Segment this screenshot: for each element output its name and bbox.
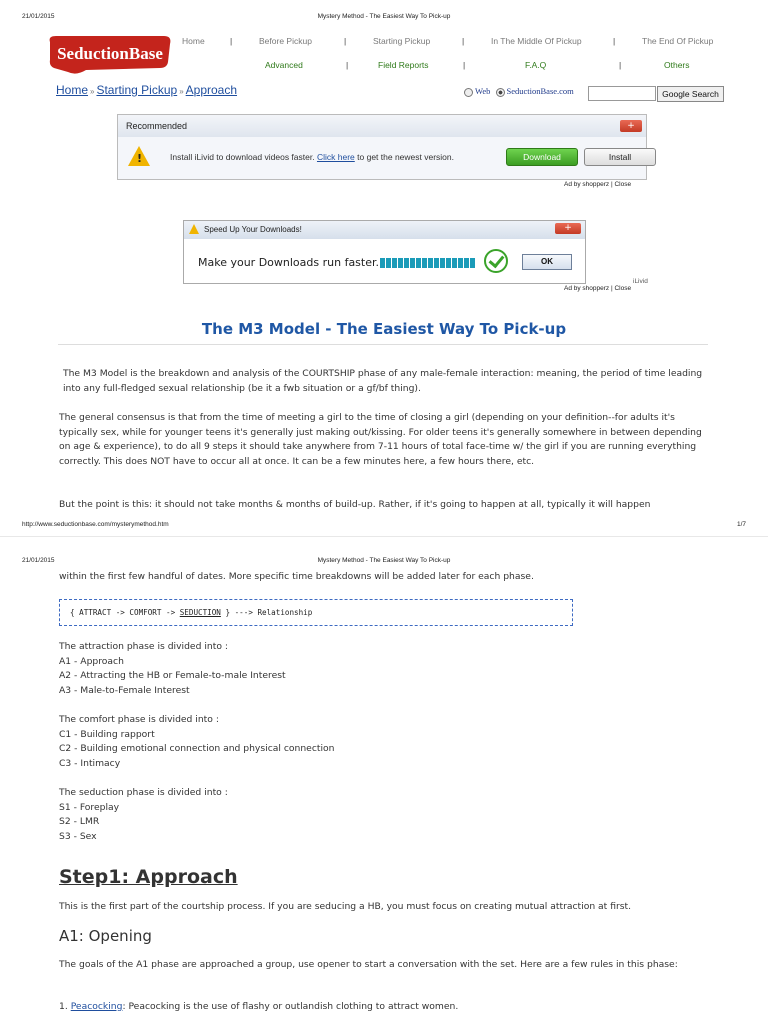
- list-item: S1 - Foreplay: [59, 802, 120, 813]
- list-item: A2 - Attracting the HB or Female-to-male Interest: [59, 670, 286, 681]
- print-url: http://www.seductionbase.com/mysterymethod.htm: [22, 521, 169, 528]
- paragraph: This is the first part of the courtship process. If you are seducing a HB, you must focus on creating mutual attraction at first.: [59, 901, 632, 912]
- ad-message: Make your Downloads run faster.: [198, 256, 380, 269]
- nav-separator: |: [463, 60, 466, 70]
- breadcrumb-page[interactable]: Approach: [185, 83, 238, 97]
- breadcrumb-home[interactable]: Home: [56, 83, 89, 97]
- speed-up-ad: [183, 220, 586, 284]
- radio-site[interactable]: [496, 88, 505, 97]
- site-search-options: [464, 86, 574, 97]
- breadcrumb-arrow: »: [90, 87, 95, 96]
- divider: [58, 344, 708, 345]
- logo-text: SeductionBase: [57, 44, 163, 63]
- nav-middle-of-pickup[interactable]: In The Middle Of Pickup: [491, 36, 582, 46]
- nav-before-pickup[interactable]: Before Pickup: [259, 36, 312, 46]
- nav-separator: |: [230, 36, 233, 46]
- radio-web-label: Web: [475, 86, 491, 96]
- nav-separator: |: [613, 36, 616, 46]
- courtship-flow-box: [59, 599, 573, 626]
- comfort-intro: The comfort phase is divided into :: [59, 714, 219, 725]
- list-item: C1 - Building rapport: [59, 729, 155, 740]
- nav-end-of-pickup[interactable]: The End Of Pickup: [642, 36, 714, 46]
- warning-icon: [189, 224, 199, 234]
- print-date: 21/01/2015: [22, 13, 55, 20]
- paragraph: The goals of the A1 phase are approached a group, use opener to start a conversation with the set. Here are a few rules in this phase:: [59, 959, 678, 970]
- radio-site-label: SeductionBase.com: [506, 86, 574, 96]
- list-item: C3 - Intimacy: [59, 758, 121, 769]
- paragraph: The general consensus is that from the time of meeting a girl to the time of closing a girl (depending on your definition--for adults it's typically sex, while for younger teens it's generally just making out/kissing. For older teens it's generally somewhere in between depending on age & experience), to do all 9 steps it should take anywhere from 7-11 hours of total face-time w/ the girl if you are running everything correctly. This does NOT have to occur all at once. It can be a few minutes here, a few hours there, etc.: [59, 412, 702, 467]
- ad-message-text: to get the newest version.: [357, 152, 455, 162]
- nav-home[interactable]: Home: [182, 36, 205, 46]
- seduction-intro: The seduction phase is divided into :: [59, 787, 228, 798]
- peacocking-link[interactable]: Peacocking: [70, 1001, 123, 1012]
- breadcrumb: [56, 83, 237, 97]
- ad-close-button[interactable]: +: [620, 120, 642, 132]
- ad-message: [170, 152, 454, 162]
- flow-text: } ---> Relationship: [220, 608, 313, 617]
- warning-icon: !: [128, 146, 150, 166]
- radio-web[interactable]: [464, 88, 473, 97]
- nav-separator: |: [346, 60, 349, 70]
- attraction-intro: The attraction phase is divided into :: [59, 641, 228, 652]
- nav-starting-pickup[interactable]: Starting Pickup: [373, 36, 431, 46]
- article-title: The M3 Model - The Easiest Way To Pick-up: [201, 320, 567, 338]
- ad-by-link[interactable]: Ad by shopperz | Close: [564, 181, 632, 188]
- nav-separator: |: [344, 36, 347, 46]
- ad-header-text: Speed Up Your Downloads!: [204, 225, 302, 234]
- nav-advanced[interactable]: Advanced: [265, 60, 303, 70]
- recommended-ad: [117, 114, 647, 180]
- rule-text: : Peacocking is the use of flashy or outlandish clothing to attract women.: [122, 1001, 459, 1012]
- checkmark-icon: [484, 249, 508, 273]
- ad-header: [184, 221, 585, 239]
- print-page-number: 1/7: [737, 521, 747, 528]
- search-input[interactable]: [588, 86, 656, 101]
- print-title: Mystery Method - The Easiest Way To Pick-up: [317, 557, 451, 564]
- ad-close-button[interactable]: +: [555, 223, 581, 234]
- progress-bar: [380, 258, 480, 268]
- ad-click-here-link[interactable]: Click here: [316, 152, 355, 162]
- paragraph: The M3 Model is the breakdown and analysis of the COURTSHIP phase of any male-female interaction: meaning, the period of time leading into any full-fledged sexual relationship (be it a fwb situation or a gf/bf thing).: [63, 368, 703, 394]
- install-button[interactable]: Install: [584, 148, 656, 166]
- list-item: S2 - LMR: [59, 816, 100, 827]
- list-item: S3 - Sex: [59, 831, 97, 842]
- list-item: A3 - Male-to-Female Interest: [59, 685, 190, 696]
- nav-separator: |: [619, 60, 622, 70]
- download-button[interactable]: Download: [506, 148, 578, 166]
- ok-button[interactable]: OK: [522, 254, 572, 270]
- list-item: A1 - Approach: [59, 656, 124, 667]
- breadcrumb-arrow: »: [179, 87, 184, 96]
- nav-field-reports[interactable]: Field Reports: [378, 60, 429, 70]
- seduction-link[interactable]: SEDUCTION: [179, 608, 221, 617]
- paragraph: But the point is this: it should not take months & months of build-up. Rather, if it's going to happen at all, typically it will happen: [59, 499, 651, 510]
- rule-item: [59, 1000, 719, 1015]
- ad-message-text: Install iLivid to download videos faster.: [170, 152, 315, 162]
- print-date: 21/01/2015: [22, 557, 55, 564]
- nav-faq[interactable]: F.A.Q: [525, 60, 547, 70]
- ad-by-link[interactable]: Ad by shopperz | Close: [564, 285, 632, 292]
- paragraph: within the first few handful of dates. More specific time breakdowns will be added later for each phase.: [59, 571, 534, 582]
- rule-number: 1.: [59, 1001, 68, 1012]
- page-break: [0, 536, 768, 537]
- google-search-button[interactable]: Google Search: [657, 86, 724, 102]
- breadcrumb-section[interactable]: Starting Pickup: [96, 83, 178, 97]
- ad-header: Recommended: [118, 115, 646, 137]
- nav-others[interactable]: Others: [664, 60, 690, 70]
- print-title: Mystery Method - The Easiest Way To Pick-up: [317, 13, 451, 20]
- a1-heading: A1: Opening: [59, 927, 152, 945]
- step1-heading: Step1: Approach: [59, 866, 238, 888]
- flow-text: { ATTRACT -> COMFORT ->: [70, 608, 180, 617]
- ilivid-brand: iLivid: [633, 278, 648, 285]
- nav-separator: |: [462, 36, 465, 46]
- seductionbase-logo[interactable]: [46, 32, 174, 76]
- list-item: C2 - Building emotional connection and physical connection: [59, 743, 335, 754]
